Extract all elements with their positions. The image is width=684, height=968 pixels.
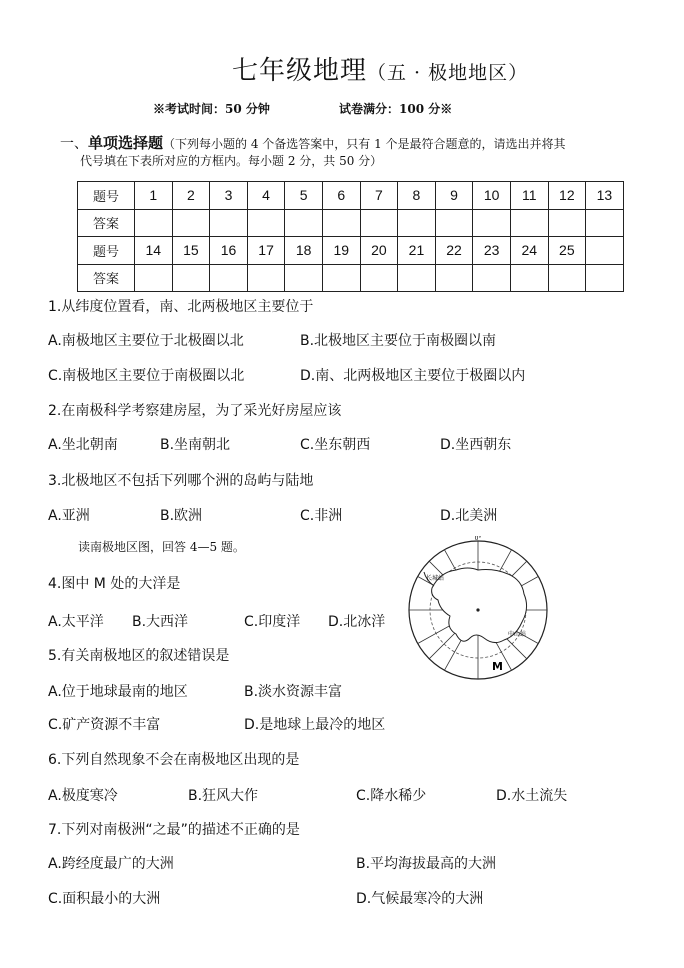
- row-label-answer: 答案: [78, 209, 135, 237]
- read-map-note: 读南极地区图，回答 4—5 题。: [78, 540, 245, 554]
- answer-table: [77, 181, 624, 292]
- answer-cell[interactable]: [172, 264, 210, 292]
- question-5-option-d[interactable]: D.是地球上最冷的地区: [244, 717, 386, 733]
- map-label-zhongshan-station: 中山站: [508, 631, 527, 638]
- cell-number: 16: [210, 237, 248, 265]
- cell-number: [586, 237, 624, 265]
- question-7-option-d[interactable]: D.气候最寒冷的大洲: [356, 891, 484, 907]
- section-note-2: 代号填在下表所对应的方框内。每小题 2 分，共 50 分）: [80, 154, 383, 168]
- cell-number: 12: [548, 182, 586, 210]
- question-6-option-a[interactable]: A.极度寒冷: [48, 788, 118, 804]
- question-4-option-a[interactable]: A.太平洋: [48, 614, 104, 630]
- cell-number: 17: [247, 237, 285, 265]
- answer-cell[interactable]: [172, 209, 210, 237]
- row-label-answer: 答案: [78, 264, 135, 292]
- section-number: 一、: [60, 136, 88, 152]
- question-5-option-b[interactable]: B.淡水资源丰富: [244, 684, 343, 700]
- answer-cell[interactable]: [247, 209, 285, 237]
- cell-number: 8: [398, 182, 436, 210]
- cell-number: 13: [586, 182, 624, 210]
- cell-number: 9: [435, 182, 473, 210]
- question-4-stem: 4.图中 M 处的大洋是: [48, 576, 181, 592]
- exam-time: ※考试时间：50 分钟: [153, 102, 270, 116]
- answer-cell[interactable]: [586, 264, 624, 292]
- answer-cell[interactable]: [322, 264, 360, 292]
- question-3-option-d[interactable]: D.北美洲: [440, 508, 498, 524]
- question-1-option-b[interactable]: B.北极地区主要位于南极圈以南: [300, 333, 497, 349]
- answer-cell[interactable]: [360, 209, 398, 237]
- question-2-option-b[interactable]: B.坐南朝北: [160, 437, 231, 453]
- antarctica-map: [404, 536, 552, 684]
- question-6-stem: 6.下列自然现象不会在南极地区出现的是: [48, 752, 300, 768]
- answer-cell[interactable]: [510, 264, 548, 292]
- question-1-stem: 1.从纬度位置看，南、北两极地区主要位于: [48, 299, 314, 315]
- answer-cell[interactable]: [285, 264, 323, 292]
- answer-cell[interactable]: [285, 209, 323, 237]
- answer-cell[interactable]: [398, 264, 436, 292]
- answer-cell[interactable]: [435, 264, 473, 292]
- cell-number: 6: [322, 182, 360, 210]
- question-3-option-b[interactable]: B.欧洲: [160, 508, 203, 524]
- cell-number: 11: [510, 182, 548, 210]
- answer-cell[interactable]: [586, 209, 624, 237]
- answer-cell[interactable]: [510, 209, 548, 237]
- question-5-option-a[interactable]: A.位于地球最南的地区: [48, 684, 188, 700]
- row-label-number: 题号: [78, 182, 135, 210]
- question-4-option-c[interactable]: C.印度洋: [244, 614, 301, 630]
- south-pole-marker: [476, 608, 479, 611]
- question-4-option-b[interactable]: B.大西洋: [132, 614, 189, 630]
- cell-number: 2: [172, 182, 210, 210]
- section-name: 单项选择题: [88, 134, 164, 152]
- cell-number: 14: [135, 237, 173, 265]
- question-6-option-b[interactable]: B.狂风大作: [188, 788, 259, 804]
- title-main: 七年级地理: [232, 56, 368, 86]
- cell-number: 4: [247, 182, 285, 210]
- question-3-stem: 3.北极地区不包括下列哪个洲的岛屿与陆地: [48, 473, 314, 489]
- answer-cell[interactable]: [322, 209, 360, 237]
- question-7-option-c[interactable]: C.面积最小的大洲: [48, 891, 161, 907]
- answer-cell[interactable]: [210, 209, 248, 237]
- answer-cell[interactable]: [135, 209, 173, 237]
- question-7-option-b[interactable]: B.平均海拔最高的大洲: [356, 856, 497, 872]
- map-label-great-wall-station: 长城站: [426, 575, 445, 582]
- answer-cell[interactable]: [473, 209, 511, 237]
- question-4-option-d[interactable]: D.北冰洋: [328, 614, 386, 630]
- cell-number: 5: [285, 182, 323, 210]
- question-7-stem: 7.下列对南极洲“之最”的描述不正确的是: [48, 822, 300, 838]
- question-2-option-d[interactable]: D.坐西朝东: [440, 437, 512, 453]
- cell-number: 1: [135, 182, 173, 210]
- table-row: [78, 264, 624, 292]
- cell-number: 20: [360, 237, 398, 265]
- answer-cell[interactable]: [398, 209, 436, 237]
- table-row: [78, 209, 624, 237]
- exam-score: 试卷满分：100 分※: [339, 102, 453, 116]
- answer-cell[interactable]: [548, 209, 586, 237]
- question-5-stem: 5.有关南极地区的叙述错误是: [48, 648, 230, 664]
- question-1-option-c[interactable]: C.南极地区主要位于南极圈以北: [48, 368, 245, 384]
- question-6-option-d[interactable]: D.水土流失: [496, 788, 568, 804]
- cell-number: 25: [548, 237, 586, 265]
- cell-number: 19: [322, 237, 360, 265]
- cell-number: 24: [510, 237, 548, 265]
- answer-cell[interactable]: [473, 264, 511, 292]
- title-sub: （五 · 极地地区）: [367, 62, 529, 84]
- map-label-m: M: [492, 660, 503, 673]
- question-5-option-c[interactable]: C.矿产资源不丰富: [48, 717, 161, 733]
- row-label-number: 题号: [78, 237, 135, 265]
- question-2-stem: 2.在南极科学考察建房屋，为了采光好房屋应该: [48, 403, 342, 419]
- question-1-option-d[interactable]: D.南、北两极地区主要位于极圈以内: [300, 368, 526, 384]
- cell-number: 3: [210, 182, 248, 210]
- section-note-1: （下列每小题的 4 个备选答案中，只有 1 个是最符合题意的，请选出并将其: [163, 137, 566, 151]
- answer-cell[interactable]: [360, 264, 398, 292]
- cell-number: 22: [435, 237, 473, 265]
- answer-cell[interactable]: [548, 264, 586, 292]
- question-6-option-c[interactable]: C.降水稀少: [356, 788, 427, 804]
- question-7-option-a[interactable]: A.跨经度最广的大洲: [48, 856, 174, 872]
- question-1-option-a[interactable]: A.南极地区主要位于北极圈以北: [48, 333, 244, 349]
- question-3-option-c[interactable]: C.非洲: [300, 508, 343, 524]
- question-2-option-a[interactable]: A.坐北朝南: [48, 437, 118, 453]
- cell-number: 18: [285, 237, 323, 265]
- cell-number: 23: [473, 237, 511, 265]
- answer-cell[interactable]: [435, 209, 473, 237]
- cell-number: 15: [172, 237, 210, 265]
- page-title: [232, 50, 528, 87]
- answer-cell[interactable]: [135, 264, 173, 292]
- cell-number: 10: [473, 182, 511, 210]
- map-label-0deg: 0°: [474, 536, 482, 542]
- section-header: [60, 132, 566, 153]
- cell-number: 21: [398, 237, 436, 265]
- question-3-option-a[interactable]: A.亚洲: [48, 508, 90, 524]
- table-row: [78, 182, 624, 210]
- question-2-option-c[interactable]: C.坐东朝西: [300, 437, 371, 453]
- answer-cell[interactable]: [210, 264, 248, 292]
- answer-cell[interactable]: [247, 264, 285, 292]
- cell-number: 7: [360, 182, 398, 210]
- table-row: [78, 237, 624, 265]
